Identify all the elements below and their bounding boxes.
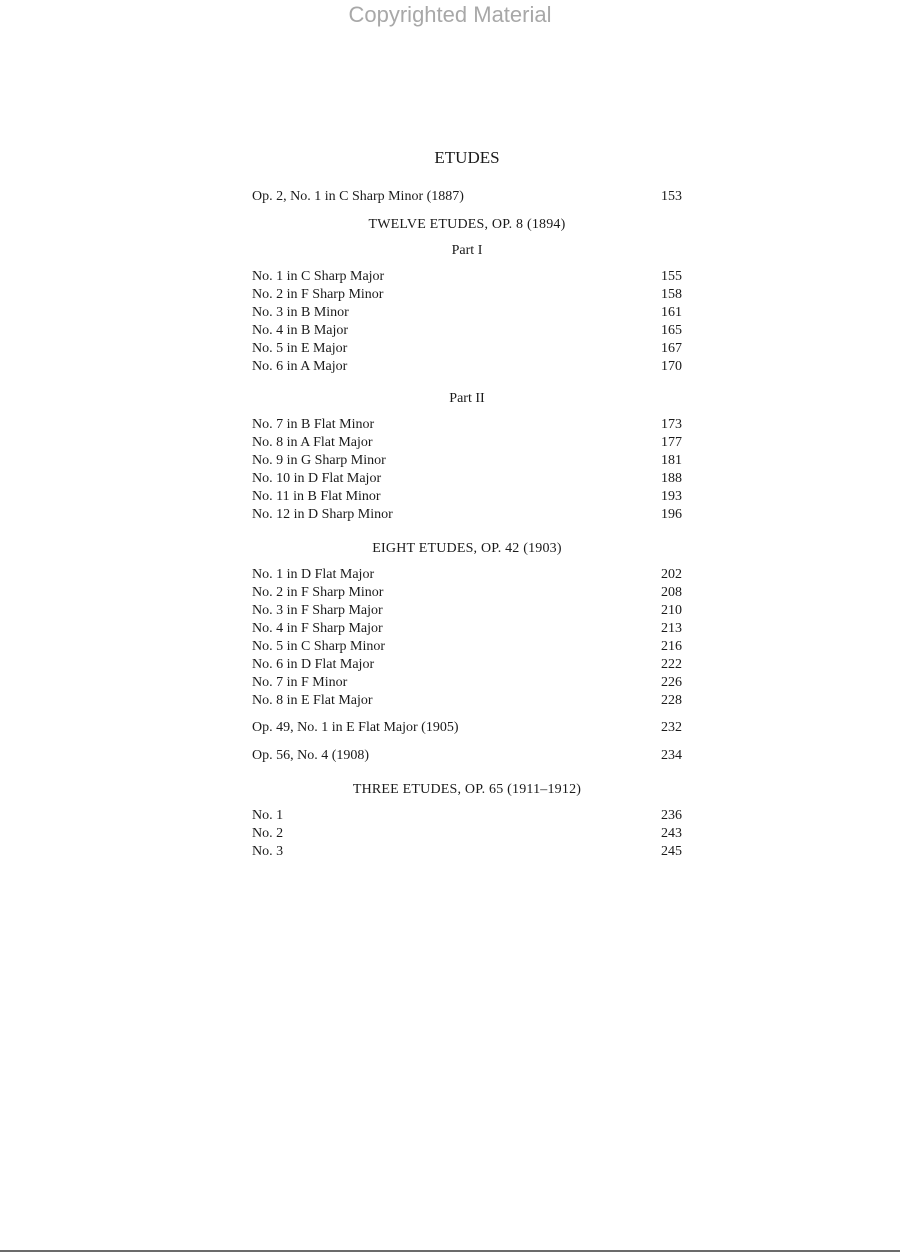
- part-heading-2: Part II: [449, 391, 485, 406]
- section-heading-twelve-etudes: TWELVE ETUDES, OP. 8 (1894): [368, 217, 566, 232]
- entry-label: No. 3 in F Sharp Major: [252, 603, 383, 618]
- entry-page: 208: [661, 585, 682, 600]
- entry-page: 181: [661, 453, 682, 468]
- entry-page: 245: [661, 844, 682, 859]
- entry-page: 173: [661, 417, 682, 432]
- list-op42: [252, 566, 682, 710]
- list-part-1: [252, 268, 682, 376]
- list-item: [252, 656, 682, 674]
- list-item: [252, 674, 682, 692]
- entry-label: No. 2 in F Sharp Minor: [252, 585, 384, 600]
- entry-label: No. 4 in F Sharp Major: [252, 621, 383, 636]
- entry-page: 188: [661, 471, 682, 486]
- entry-label: No. 10 in D Flat Major: [252, 471, 382, 486]
- entry-label: No. 2 in F Sharp Minor: [252, 287, 384, 302]
- list-op65: [252, 807, 682, 861]
- entry-label: No. 4 in B Major: [252, 323, 349, 338]
- list-item: [252, 807, 682, 825]
- entry-page: 193: [661, 489, 682, 504]
- entry-label: No. 8 in A Flat Major: [252, 435, 373, 450]
- entry-page: 236: [661, 808, 682, 823]
- list-item: [252, 825, 682, 843]
- entry-label: No. 3: [252, 844, 284, 859]
- entry-page: 243: [661, 826, 682, 841]
- entry-page: 222: [661, 657, 682, 672]
- list-item: [252, 268, 682, 286]
- entry-label: No. 3 in B Minor: [252, 305, 349, 320]
- list-item: [252, 434, 682, 452]
- spacer: [252, 710, 682, 719]
- list-item: [252, 452, 682, 470]
- entry-label: No. 7 in B Flat Minor: [252, 417, 375, 432]
- list-part-2: [252, 416, 682, 524]
- list-item: [252, 843, 682, 861]
- part-heading-1: Part I: [451, 243, 483, 258]
- list-item: [252, 416, 682, 434]
- entry-page: 155: [661, 269, 682, 284]
- list-item: [252, 692, 682, 710]
- list-item: [252, 286, 682, 304]
- toc-entry-op56: [252, 747, 682, 765]
- entry-page: 232: [661, 720, 682, 735]
- watermark: Copyrighted Material: [348, 2, 552, 27]
- entry-page: 177: [661, 435, 682, 450]
- entry-label: No. 5 in C Sharp Minor: [252, 639, 385, 654]
- section-heading-three-etudes: THREE ETUDES, OP. 65 (1911–1912): [352, 782, 582, 797]
- list-item: [252, 566, 682, 584]
- entry-page: 226: [661, 675, 682, 690]
- entry-page: 216: [661, 639, 682, 654]
- list-item: [252, 506, 682, 524]
- entry-label: No. 1 in C Sharp Major: [252, 269, 385, 284]
- list-item: [252, 322, 682, 340]
- entry-label: No. 7 in F Minor: [252, 675, 348, 690]
- list-item: [252, 304, 682, 322]
- entry-label: Op. 49, No. 1 in E Flat Major (1905): [252, 720, 459, 735]
- list-item: [252, 488, 682, 506]
- toc-entry-op49: [252, 719, 682, 737]
- entry-label: No. 11 in B Flat Minor: [252, 489, 381, 504]
- entry-label: No. 2: [252, 826, 284, 841]
- list-item: [252, 470, 682, 488]
- entry-label: No. 6 in D Flat Major: [252, 657, 375, 672]
- entry-page: 196: [661, 507, 682, 522]
- entry-label: No. 9 in G Sharp Minor: [252, 453, 386, 468]
- page-title: ETUDES: [434, 148, 500, 167]
- entry-page: 161: [661, 305, 682, 320]
- list-item: [252, 620, 682, 638]
- entry-page: 167: [661, 341, 682, 356]
- entry-label: No. 1: [252, 808, 284, 823]
- entry-label: Op. 2, No. 1 in C Sharp Minor (1887): [252, 189, 464, 204]
- entry-label: No. 1 in D Flat Major: [252, 567, 375, 582]
- list-item: [252, 358, 682, 376]
- list-item: [252, 340, 682, 358]
- list-item: [252, 602, 682, 620]
- list-item: [252, 584, 682, 602]
- entry-label: No. 12 in D Sharp Minor: [252, 507, 393, 522]
- entry-label: Op. 56, No. 4 (1908): [252, 748, 370, 763]
- entry-label: No. 5 in E Major: [252, 341, 348, 356]
- entry-page: 228: [661, 693, 682, 708]
- entry-label: No. 8 in E Flat Major: [252, 693, 373, 708]
- section-heading-eight-etudes: EIGHT ETUDES, OP. 42 (1903): [372, 541, 562, 556]
- entry-page: 234: [661, 748, 682, 763]
- entry-page: 158: [661, 287, 682, 302]
- entry-page: 213: [661, 621, 682, 636]
- table-of-contents: [252, 148, 682, 861]
- entry-page: 153: [661, 189, 682, 204]
- entry-label: No. 6 in A Major: [252, 359, 348, 374]
- entry-page: 202: [661, 567, 682, 582]
- toc-entry-op2: [252, 188, 682, 206]
- entry-page: 170: [661, 359, 682, 374]
- entry-page: 165: [661, 323, 682, 338]
- list-item: [252, 638, 682, 656]
- entry-page: 210: [661, 603, 682, 618]
